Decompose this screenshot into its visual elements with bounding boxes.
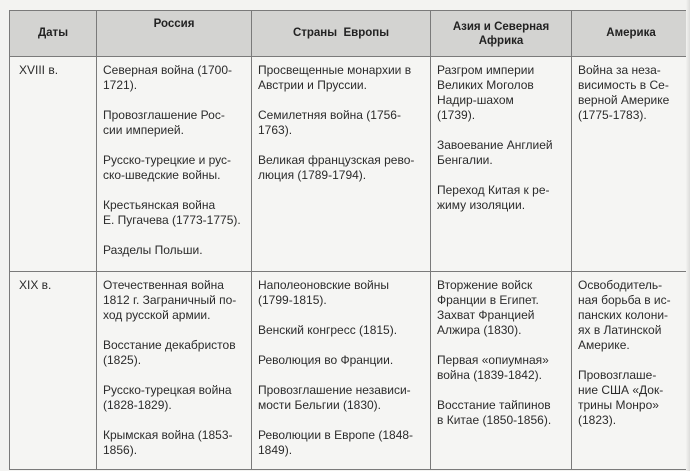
event-entry: Восстание декабристов (1825). bbox=[103, 338, 236, 367]
scan-edge-shadow bbox=[686, 0, 690, 471]
russia-cell bbox=[97, 272, 252, 470]
event-entry: Вторжение войск Франции в Египет. Захват Францией Алжира (1830). bbox=[437, 278, 539, 337]
europe-cell bbox=[252, 57, 431, 272]
event-entry: Провозглаше- ние США «Док- трины Монро» (1823). bbox=[578, 368, 664, 427]
event-entry: Революции в Европе (1848- 1849). bbox=[258, 428, 414, 457]
event-entry: Русско-турецкая война (1828-1829). bbox=[103, 383, 232, 412]
event-entry: Разгром империи Великих Моголов Надир-шахом (1739). bbox=[437, 63, 535, 122]
europe-cell bbox=[252, 272, 431, 470]
asia-cell bbox=[431, 272, 572, 470]
event-entry: Завоевание Англией Бенгалии. bbox=[437, 138, 553, 167]
event-entry: Первая «опиумная» война (1839-1842). bbox=[437, 353, 549, 382]
event-entry: Провозглашение независи- мости Бельгии (1830). bbox=[258, 383, 411, 412]
header-dates: Даты bbox=[10, 11, 97, 57]
event-entry: Просвещенные монархии в Австрии и Пруссии. bbox=[258, 63, 412, 92]
event-entry: Венский конгресс (1815). bbox=[258, 323, 398, 337]
header-asia: Азия и Северная Африка bbox=[431, 11, 572, 57]
event-entry: Отечественная война 1812 г. Заграничный по- ход русской армии. bbox=[103, 278, 237, 322]
header-america: Америка bbox=[572, 11, 690, 57]
header-russia: Россия bbox=[97, 11, 252, 57]
history-table bbox=[9, 10, 690, 470]
event-entry: Восстание тайпинов в Китае (1850-1856). bbox=[437, 398, 552, 427]
event-entry: Провозглашение Рос- сии империей. bbox=[103, 108, 225, 137]
event-entry: Крымская война (1853- 1856). bbox=[103, 428, 233, 457]
event-entry: Революция во Франции. bbox=[258, 353, 394, 367]
period-cell: XVIII в. bbox=[10, 57, 97, 272]
table-row bbox=[10, 57, 690, 272]
event-entry: Разделы Польши. bbox=[103, 243, 203, 257]
event-entry: Северная война (1700- 1721). bbox=[103, 63, 232, 92]
event-entry: Семилетняя война (1756- 1763). bbox=[258, 108, 401, 137]
event-entry: Русско-турецкие и рус- ско-шведские войны. bbox=[103, 153, 232, 182]
russia-cell bbox=[97, 57, 252, 272]
event-entry: Великая французская рево- люция (1789-1794). bbox=[258, 153, 415, 182]
event-entry: Война за неза- висимость в Се- верной Америке (1775-1783). bbox=[578, 63, 670, 122]
event-entry: Наполеоновские войны (1799-1815). bbox=[258, 278, 389, 307]
america-cell bbox=[572, 272, 690, 470]
event-entry: Крестьянская война Е. Пугачева (1773-1775). bbox=[103, 198, 241, 227]
asia-cell bbox=[431, 57, 572, 272]
event-entry: Освободитель- ная борьба в ис- панских колони- ях в Латинской Америке. bbox=[578, 278, 671, 352]
header-row bbox=[10, 11, 690, 57]
event-entry: Переход Китая к ре- жиму изоляции. bbox=[437, 183, 550, 212]
table-row bbox=[10, 272, 690, 470]
header-europe: Страны Европы bbox=[252, 11, 431, 57]
period-cell: XIX в. bbox=[10, 272, 97, 470]
america-cell bbox=[572, 57, 690, 272]
